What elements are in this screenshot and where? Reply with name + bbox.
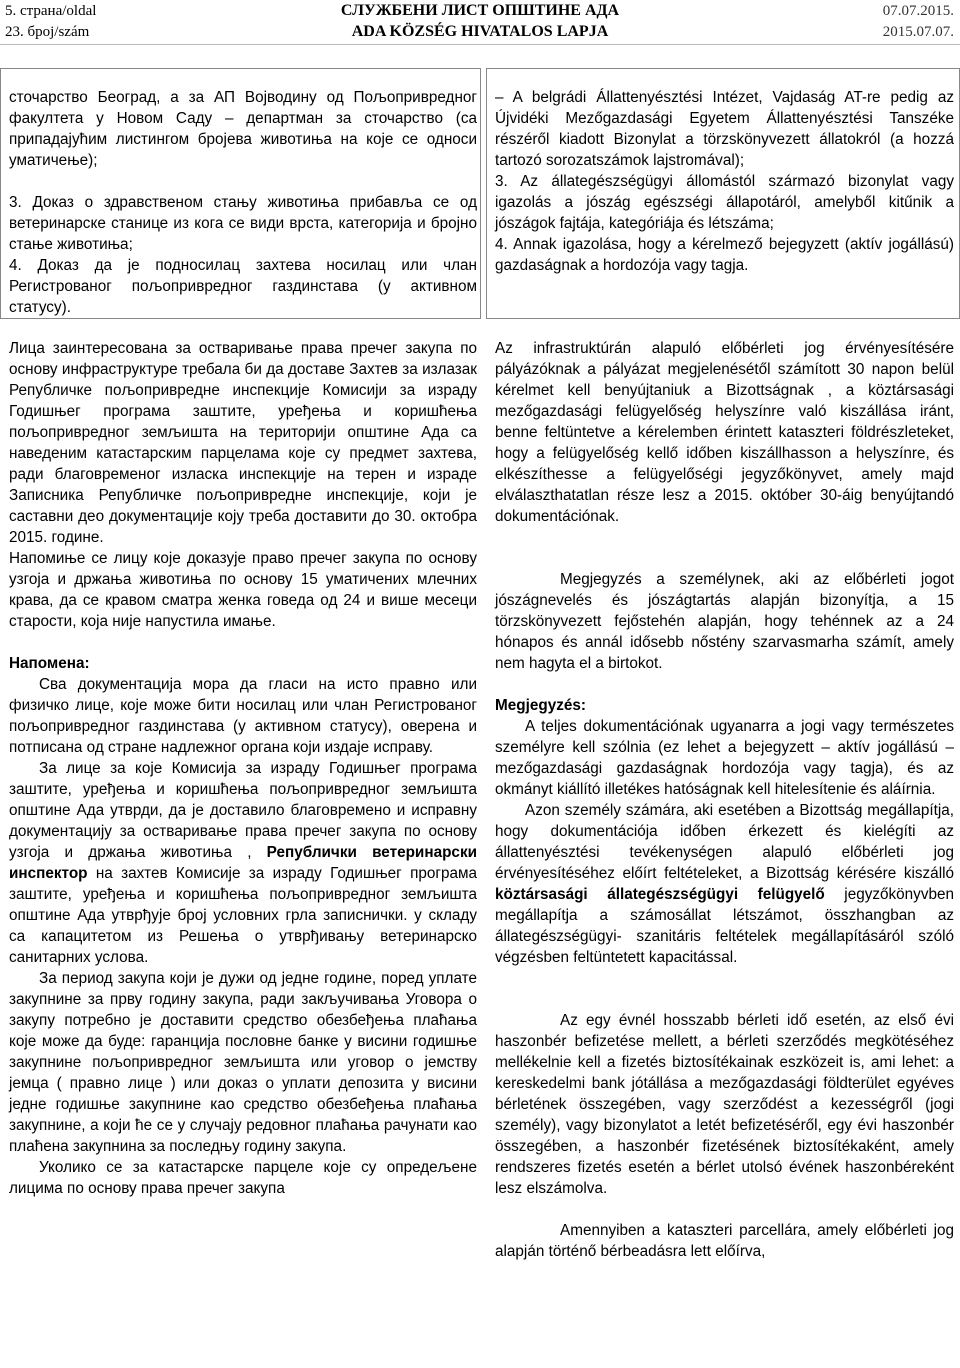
date-hungarian: 2015.07.07. <box>882 24 954 40</box>
note-paragraph: Azon személy számára, aki esetében a Bizottság megállapítja, hogy dokumentációja időben érkezett és kielégíti az állattenyésztési tevékenységen alapuló előbérleti jog érvényesítéséhez előírt feltételeket, a Bizottság kérésére kiszálló köztársasági állategészségügyi felügyelő jegyzőkönyvben megállapítja a számosállat létszámot, összhangban az állategészségügyi- szanitáris feltételek megállapításáról szóló végzésben feltüntetett kapacitással. <box>495 802 954 966</box>
paragraph: Amennyiben a kataszteri parcellára, amely előbérleti jog alapján történő bérbeadásra lett előírva, <box>495 1222 954 1260</box>
bold-phrase: köztársasági állategészségügyi felügyelő <box>495 886 825 903</box>
paragraph: Az egy évnél hosszabb bérleti idő esetén, az első évi haszonbér befizetése mellett, a bérleti szerződés megkötéséhez mellékelnie kell a fizetés biztosítékainak eszközeit is, ami lehet: a kereskedelmi bank jótállása a mezőgazdasági földterület egyéves bérletének összegében, vagy szerződést a kezességről (jogi személy), vagy bizonylatot a letét befizetéséről, egy évi haszonbér összegében, a haszonbér fizetésének biztosítékaként, amely rendszeres fizetés esetén a bérlet utolsó évének haszonbéreként lesz elszámolva. <box>495 1012 954 1197</box>
left-box-text <box>9 87 477 318</box>
note-paragraph: Уколико се за катастарске парцеле које су опредељене лицима по основу права пречег закупа <box>9 1159 477 1197</box>
note-paragraph: A teljes dokumentációnak ugyanarra a jogi vagy természetes személyre kell szólnia (ez lehet a bejegyzett – aktív jogállású – mezőgazdasági gazdaságnak hordozója vagy tagja), és az okmányt kiállító illetékes hatóságnak kell hitelesítenie és aláírnia. <box>495 718 954 798</box>
gazette-title-hungarian: ADA KÖZSÉG HIVATALOS LAPJA <box>351 23 609 40</box>
paragraph: Напомиње се лицу које доказује право пречег закупа по основу узгоја и држања животиња по основу 15 уматичених млечних крава, да се кравом сматра женка говеда од 24 и више месеци старости, која није напустила имање. <box>9 550 477 630</box>
note-paragraph: За период закупа који је дужи од једне године, поред уплате закупнине за прву годину закупа, ради закључивања Уговора о закупу потребно је доставити средство обезбеђења плаћања које може да буде: гаранција пословне банке у висини годишње закупнине пољопривредног земљишта или уговор о јемству јемца ( правно лице ) или доказ о уплати депозита у висини једне годишње закупнине као средство обезбеђења плаћања закупнине, а који ће се у случају редовног плаћања рачунати као плаћена закупнина за последњу годину закупа. <box>9 970 477 1155</box>
date-block <box>882 1 954 40</box>
paragraph: Лица заинтересована за остваривање права пречег закупа по основу инфраструктуре требала би да доставе Захтев за излазак Републичке пољопривредне инспекције Комисији за израду Годишњег програма заштите, уређења и коришћења пољопривредног земљишта на територији општине Ада са наведеним катастарским парцелама које су предмет захтева, ради благовременог изласка инспекције на терен и израде Записника Републичке пољопривредне инспекције, који је саставни део документације коју треба доставити до 30. октобра 2015. године. <box>9 340 477 546</box>
note-paragraph: За лице за које Комисија за израду Годишњег програма заштите, уређења и коришћења пољопривредног земљишта општине Ада утврди, да је доставило благовремено и исправну документацију за остваривање права пречег закупа по основу узгоја и држања животиња , Републички ветеринарски инспектор на захтев Комисије за израду Годишњег програма заштите, уређења и коришћења пољопривредног земљишта општине Ада утврђује број условних грла записнички. у складу са капацитетом из Решења о утврђивању ветеринарско санитарних услова. <box>9 760 477 966</box>
box-paragraph: 3. Az állategészségügyi állomástól származó bizonylat vagy igazolás a jószág egészségi állapotáról, amelyből kitűnik a jószágok fajtája, kategóriája és létszáma; <box>495 173 954 232</box>
page-number: 5. страна/oldal <box>5 3 97 19</box>
date-serbian: 07.07.2015. <box>882 3 954 19</box>
note-heading: Напомена: <box>9 655 90 672</box>
box-paragraph: 4. Доказ да је подносилац захтева носилац или члан Регистрованог пољопривредног газдинстава (у активном статусу). <box>9 257 477 316</box>
note-heading: Megjegyzés: <box>495 697 586 714</box>
paragraph: Az infrastruktúrán alapuló előbérleti jog érvényesítésére pályázóknak a pályázat megjelenésétől számított 30 napon belül kérelmet kell benyújtaniuk a Bizottságnak , a köztársasági mezőgazdasági felügyelőség helyszínre való kiszállása iránt, benne feltüntetve a kérelemben érintett kataszteri földrészleteket, hogy a felügyelőség kellő időben kiszállhasson a helyszínre, és elkészíthesse a felügyelőségi jegyzőkönyvet, amely majd elválaszthatatlan része lesz a 2015. október 30-áig benyújtandó dokumentációnak. <box>495 340 954 525</box>
right-main-text <box>495 338 954 1262</box>
right-box-text <box>495 87 954 276</box>
left-main-text <box>9 338 477 1199</box>
box-paragraph: – A belgrádi Állattenyésztési Intézet, Vajdaság AT-re pedig az Újvidéki Mezőgazdasági Egyetem Állattenyésztési Tanszéke részéről kiadott Bizonylat a törzskönyvezett állatokról (a hozzá tartozó sorozatszámok lajstromával); <box>495 89 954 169</box>
note-paragraph: Сва документација мора да гласи на исто правно или физичко лице, које може бити носилац или члан Регистрованог пољопривредног газдинстава (у активном статусу), оверена и потписана од стране надлежног органа који издаје исправу. <box>9 676 477 756</box>
box-paragraph: сточарство Београд, а за АП Војводину од Пољопривредног факултета у Новом Саду – департман за сточарство (са припадајућим листингом бројева животиња на које се односи уматичење); <box>9 89 477 169</box>
header-divider <box>0 44 960 45</box>
gazette-title-serbian: СЛУЖБЕНИ ЛИСТ ОПШТИНЕ АДА <box>340 2 620 19</box>
issue-number: 23. број/szám <box>5 24 90 40</box>
box-paragraph: 4. Annak igazolása, hogy a kérelmező bejegyzett (aktív jogállású) gazdaságnak a hordozója vagy tagja. <box>495 236 954 274</box>
paragraph: Megjegyzés a személynek, aki az előbérleti jogot jószágnevelés és jószágtartás alapján bizonyítja, a 15 törzskönyvezett fejőstehén alapján, hogy tehénnek az a 24 hónapos és annál idősebb nőstény szarvasmarha számít, amely nem hagyta el a birtokot. <box>495 571 954 672</box>
bold-phrase: Републички ветеринарски инспектор <box>9 844 477 882</box>
box-paragraph: 3. Доказ о здравственом стању животиња прибавља се од ветеринарске станице из кога се види врста, категорија и бројно стање животиња; <box>9 194 477 253</box>
